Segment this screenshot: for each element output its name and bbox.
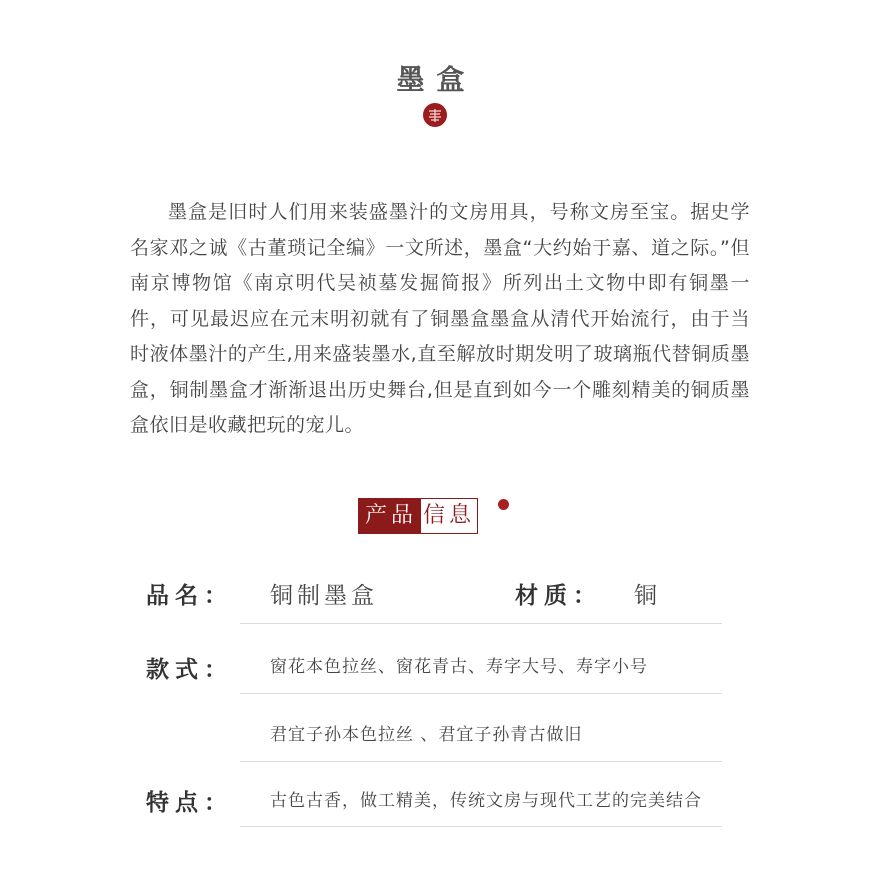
divider-3 [240, 761, 722, 762]
small-red-seal-icon [498, 499, 509, 510]
name-label: 品名： [146, 582, 233, 609]
section-tag [358, 498, 478, 534]
name-value: 铜制墨盒 [270, 583, 378, 609]
material-label: 材质： [515, 582, 602, 609]
section-tag-part2: 信息 [421, 499, 477, 533]
intro-paragraph [130, 195, 750, 444]
divider-4 [240, 826, 722, 827]
style-label: 款式： [146, 656, 233, 683]
intro-text: 墨盒是旧时人们用来装盛墨汁的文房用具，号称文房至宝。据史学名家邓之诚《古董琐记全编》一文所述，墨盒“大约始于嘉、道之际。”但南京博物馆《南京明代吴祯墓发掘简报》所列出土文物中即有铜墨一件，可见最迟应在元末明初就有了铜墨盒墨盒从清代开始流行，由于当时液体墨汁的产生,用来盛装墨水,直至解放时期发明了玻璃瓶代替铜质墨盒，铜制墨盒才渐渐退出历史舞台,但是直到如今一个雕刻精美的铜质墨盒依旧是收藏把玩的宠儿。 [130, 201, 750, 436]
divider-1 [240, 623, 722, 624]
divider-2 [240, 693, 722, 694]
page-title: 墨盒 [396, 63, 477, 96]
red-seal-icon [423, 103, 447, 127]
style-line-2: 君宜子孙本色拉丝 、君宜子孙青古做旧 [270, 725, 583, 745]
material-value: 铜 [634, 583, 661, 609]
feature-value: 古色古香，做工精美，传统文房与现代工艺的完美结合 [270, 791, 702, 811]
section-tag-part1: 产品 [359, 499, 421, 533]
style-line-1: 窗花本色拉丝、窗花青古、寿字大号、寿字小号 [270, 657, 648, 677]
feature-label: 特点： [146, 789, 233, 816]
